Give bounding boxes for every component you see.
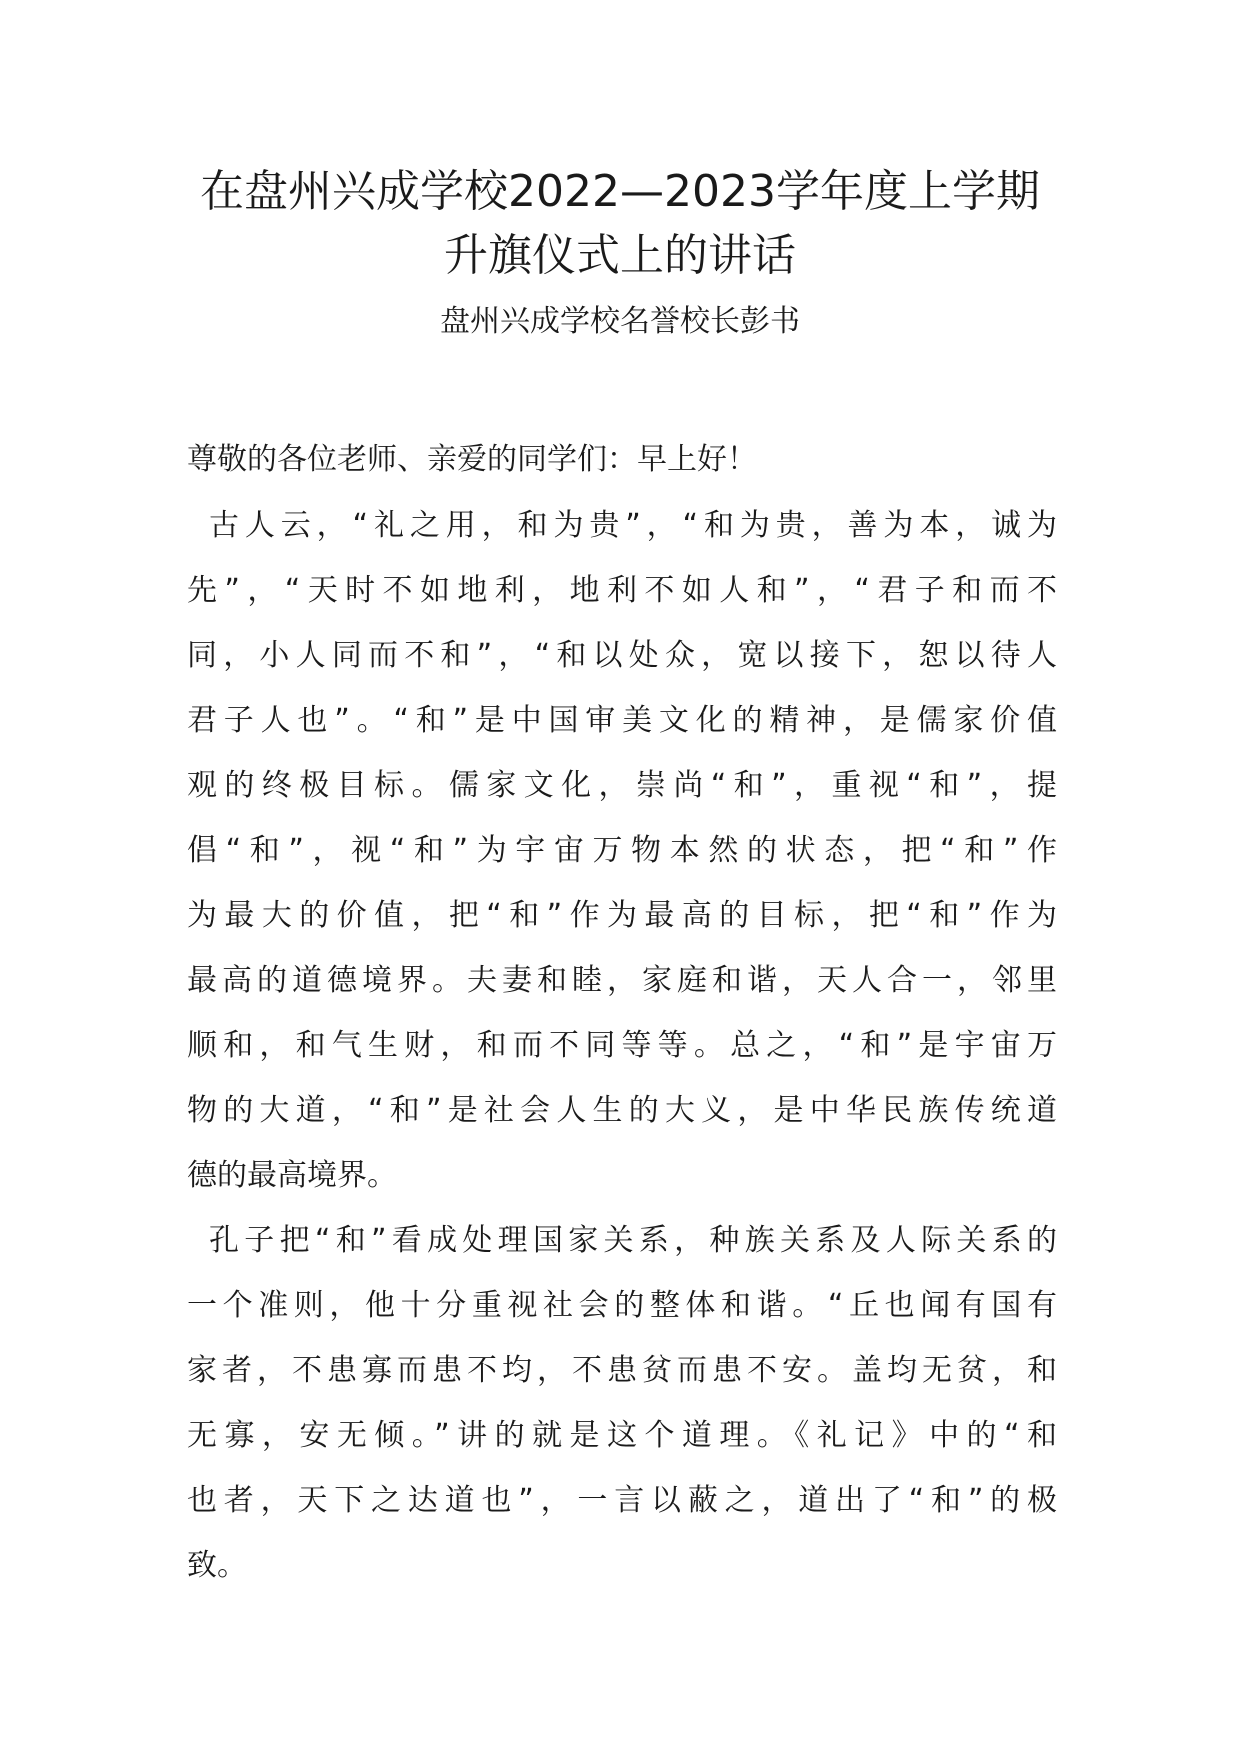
paragraph-line: 古人云，“礼之用，和为贵”，“和为贵，善为本，诚为 [209, 508, 1057, 543]
paragraph-line: 观的终极目标。儒家文化，崇尚“和”，重视“和”，提 [187, 768, 1057, 803]
paragraph-line: 无寡，安无倾。”讲的就是这个道理。《礼记》中的“和 [187, 1418, 1057, 1453]
paragraph-line: 孔子把“和”看成处理国家关系，种族关系及人际关系的 [209, 1223, 1057, 1258]
paragraph-line: 最高的道德境界。夫妻和睦，家庭和谐，天人合一，邻里 [187, 963, 1057, 998]
paragraph-1 [187, 493, 1057, 1208]
paragraph-line: 同，小人同而不和”，“和以处众，宽以接下，恕以待人 [187, 638, 1057, 673]
title-block [150, 160, 1090, 344]
paragraph-line: 一个准则，他十分重视社会的整体和谐。“丘也闻有国有 [187, 1288, 1057, 1323]
paragraph-line: 先”，“天时不如地利，地利不如人和”，“君子和而不 [187, 573, 1057, 608]
document-title-line-1: 在盘州兴成学校2022—2023学年度上学期 [200, 166, 1040, 217]
paragraph-2 [187, 1208, 1057, 1598]
paragraph-line: 家者，不患寡而患不均，不患贫而患不安。盖均无贫，和 [187, 1353, 1057, 1388]
paragraph-line: 也者，天下之达道也”，一言以蔽之，道出了“和”的极 [187, 1483, 1057, 1518]
paragraph-line: 物的大道，“和”是社会人生的大义，是中华民族传统道 [187, 1093, 1057, 1128]
document-body [187, 427, 1057, 1598]
paragraph-line: 德的最高境界。 [187, 1158, 397, 1193]
paragraph-line: 为最大的价值，把“和”作为最高的目标，把“和”作为 [187, 898, 1057, 933]
document-author: 盘州兴成学校名誉校长彭书 [440, 304, 800, 339]
document-title-line-2: 升旗仪式上的讲话 [444, 230, 796, 281]
paragraph-line: 君子人也”。“和”是中国审美文化的精神，是儒家价值 [187, 703, 1057, 738]
greeting: 尊敬的各位老师、亲爱的同学们：早上好！ [187, 442, 757, 477]
paragraph-line: 致。 [187, 1548, 247, 1583]
paragraph-line: 顺和，和气生财，和而不同等等。总之，“和”是宇宙万 [187, 1028, 1057, 1063]
paragraph-line: 倡“和”，视“和”为宇宙万物本然的状态，把“和”作 [187, 833, 1057, 868]
